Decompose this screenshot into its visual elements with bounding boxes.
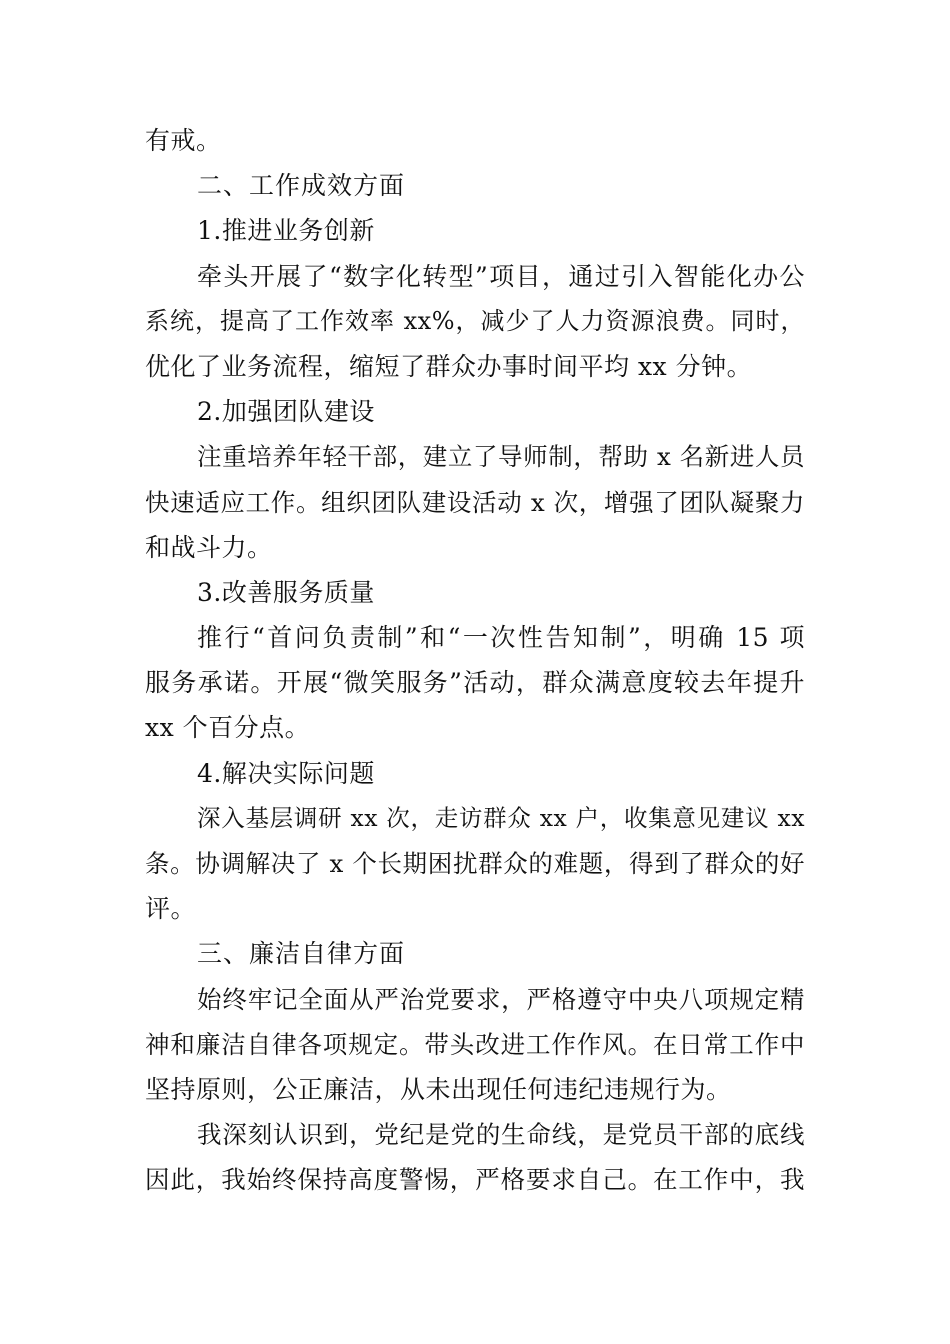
text-line: 和战斗力。 [145, 532, 273, 562]
text-line: 神和廉洁自律各项规定。带头改进工作作风。在日常工作中 [145, 1029, 805, 1059]
subsection-heading: 2.加强团队建设 [197, 397, 375, 427]
text-line: 有戒。 [145, 126, 222, 155]
text-line: 我深刻认识到，党纪是党的生命线，是党员干部的底线 [197, 1120, 805, 1150]
text-line: 优化了业务流程，缩短了群众办事时间平均 xx 分钟。 [145, 351, 753, 381]
text-line: 系统，提高了工作效率 xx%，减少了人力资源浪费。同时， [145, 306, 805, 335]
text-line: 坚持原则，公正廉洁，从未出现任何违纪违规行为。 [145, 1074, 732, 1104]
document-body [145, 118, 805, 1203]
text-line: 深入基层调研 xx 次，走访群众 xx 户，收集意见建议 xx [197, 803, 805, 832]
section-heading: 三、廉洁自律方面 [197, 939, 406, 969]
text-line: 服务承诺。开展“微笑服务”活动，群众满意度较去年提升 [145, 668, 805, 698]
text-line: 因此，我始终保持高度警惕，严格要求自己。在工作中，我 [145, 1165, 805, 1195]
subsection-heading: 1.推进业务创新 [197, 216, 375, 246]
section-heading: 二、工作成效方面 [197, 171, 406, 201]
text-line: 注重培养年轻干部，建立了导师制，帮助 x 名新进人员 [197, 442, 805, 472]
subsection-heading: 4.解决实际问题 [197, 758, 375, 788]
text-line: 牵头开展了“数字化转型”项目，通过引入智能化办公 [197, 261, 805, 291]
subsection-heading: 3.改善服务质量 [197, 577, 375, 607]
text-line: 评。 [145, 894, 197, 924]
text-line: 条。协调解决了 x 个长期困扰群众的难题，得到了群众的好 [145, 849, 805, 878]
text-line: 快速适应工作。组织团队建设活动 x 次，增强了团队凝聚力 [145, 487, 805, 517]
text-line: 推行“首问负责制”和“一次性告知制”，明确 15 项 [197, 623, 805, 653]
text-line: 始终牢记全面从严治党要求，严格遵守中央八项规定精 [197, 984, 805, 1014]
text-line: xx 个百分点。 [145, 713, 311, 743]
